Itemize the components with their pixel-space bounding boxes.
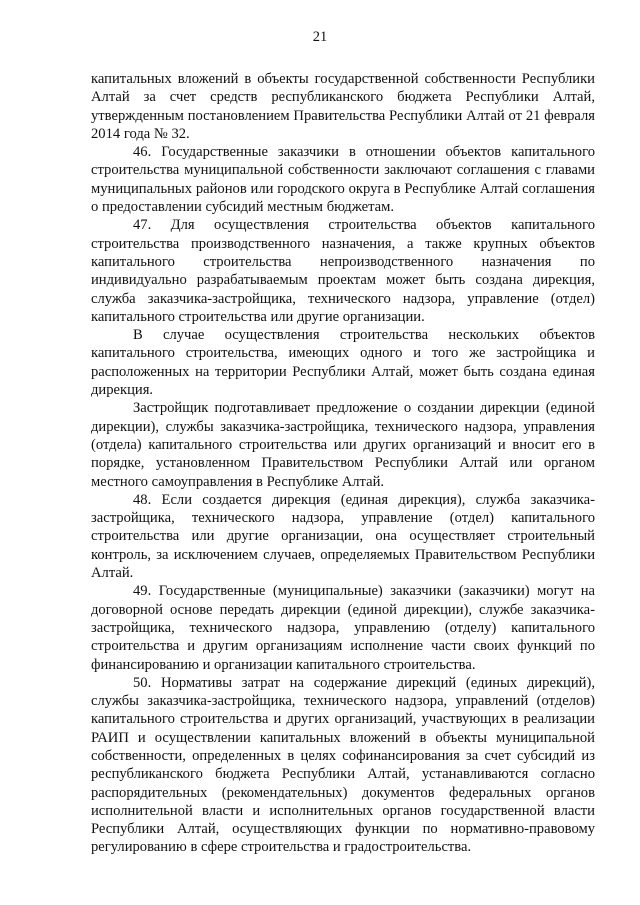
paragraph-continuation: капитальных вложений в объекты государственной собственности Республики Алтай за счет средств республиканского бюджета Республики Алтай, утвержденным постановлением Правительства Республики Алтай от 21 февраля 2014 года № 32.: [91, 71, 595, 142]
paragraph-46: 46. Государственные заказчики в отношении объектов капитального строительства муниципальной собственности заключают соглашения с главами муниципальных районов или городского округа в Республике Алтай соглашения о предоставлении субсидий местным бюджетам.: [91, 144, 595, 216]
paragraph-47: 47. Для осуществления строительства объектов капитального строительства производственного назначения, а также крупных объектов капитального строительства непроизводственного назначения по индивидуально разрабатываемым проектам может быть создана дирекция, служба заказчика-застройщика, технического надзора, управление (отдел) капитального строительства или другие организации.: [91, 217, 595, 325]
document-body: [91, 70, 595, 857]
paragraph-50: 50. Нормативы затрат на содержание дирекций (единых дирекций), службы заказчика-застройщика, технического надзора, управлений (отделов) капитального строительства и других организаций, участвующих в реализации РАИП и осуществлении капитальных вложений в объекты муниципальной собственности, определенных в целях софинансирования за счет субсидий из республиканского бюджета Республики Алтай, устанавливаются согласно распорядительных (рекомендательных) документов федеральных органов исполнительной власти и исполнительных органов государственной власти Республики Алтай, осуществляющих функции по нормативно-правовому регулированию в сфере строительства и градостроительства.: [91, 674, 595, 856]
paragraph-48: 48. Если создается дирекция (единая дирекция), служба заказчика-застройщика, технического надзора, управление (отдел) капитального строительства или другие организации, она осуществляет строительный контроль, за исключением случаев, определяемых Правительством Республики Алтай.: [91, 491, 595, 582]
paragraph-49: 49. Государственные (муниципальные) заказчики (заказчики) могут на договорной основе передать дирекции (единой дирекции), службе заказчика-застройщика, технического надзора, управлению (отделу) капитального строительства и другим организациям исполнение части своих функций по финансированию и организации капитального строительства.: [91, 583, 595, 673]
paragraph-47-unified-directorate: В случае осуществления строительства нескольких объектов капитального строительства, имеющих одного и того же застройщика и расположенных на территории Республики Алтай, может быть создана единая дирекция.: [91, 327, 595, 399]
page-number: 21: [312, 29, 328, 45]
paragraph-47-developer-proposal: Застройщик подготавливает предложение о создании дирекции (единой дирекции), службы заказчика-застройщика, технического надзора, управления (отдела) капитального строительства или других организаций и вносит его в порядке, установленном Правительством Республики Алтай или органом местного самоуправления в Республике Алтай.: [91, 400, 595, 490]
